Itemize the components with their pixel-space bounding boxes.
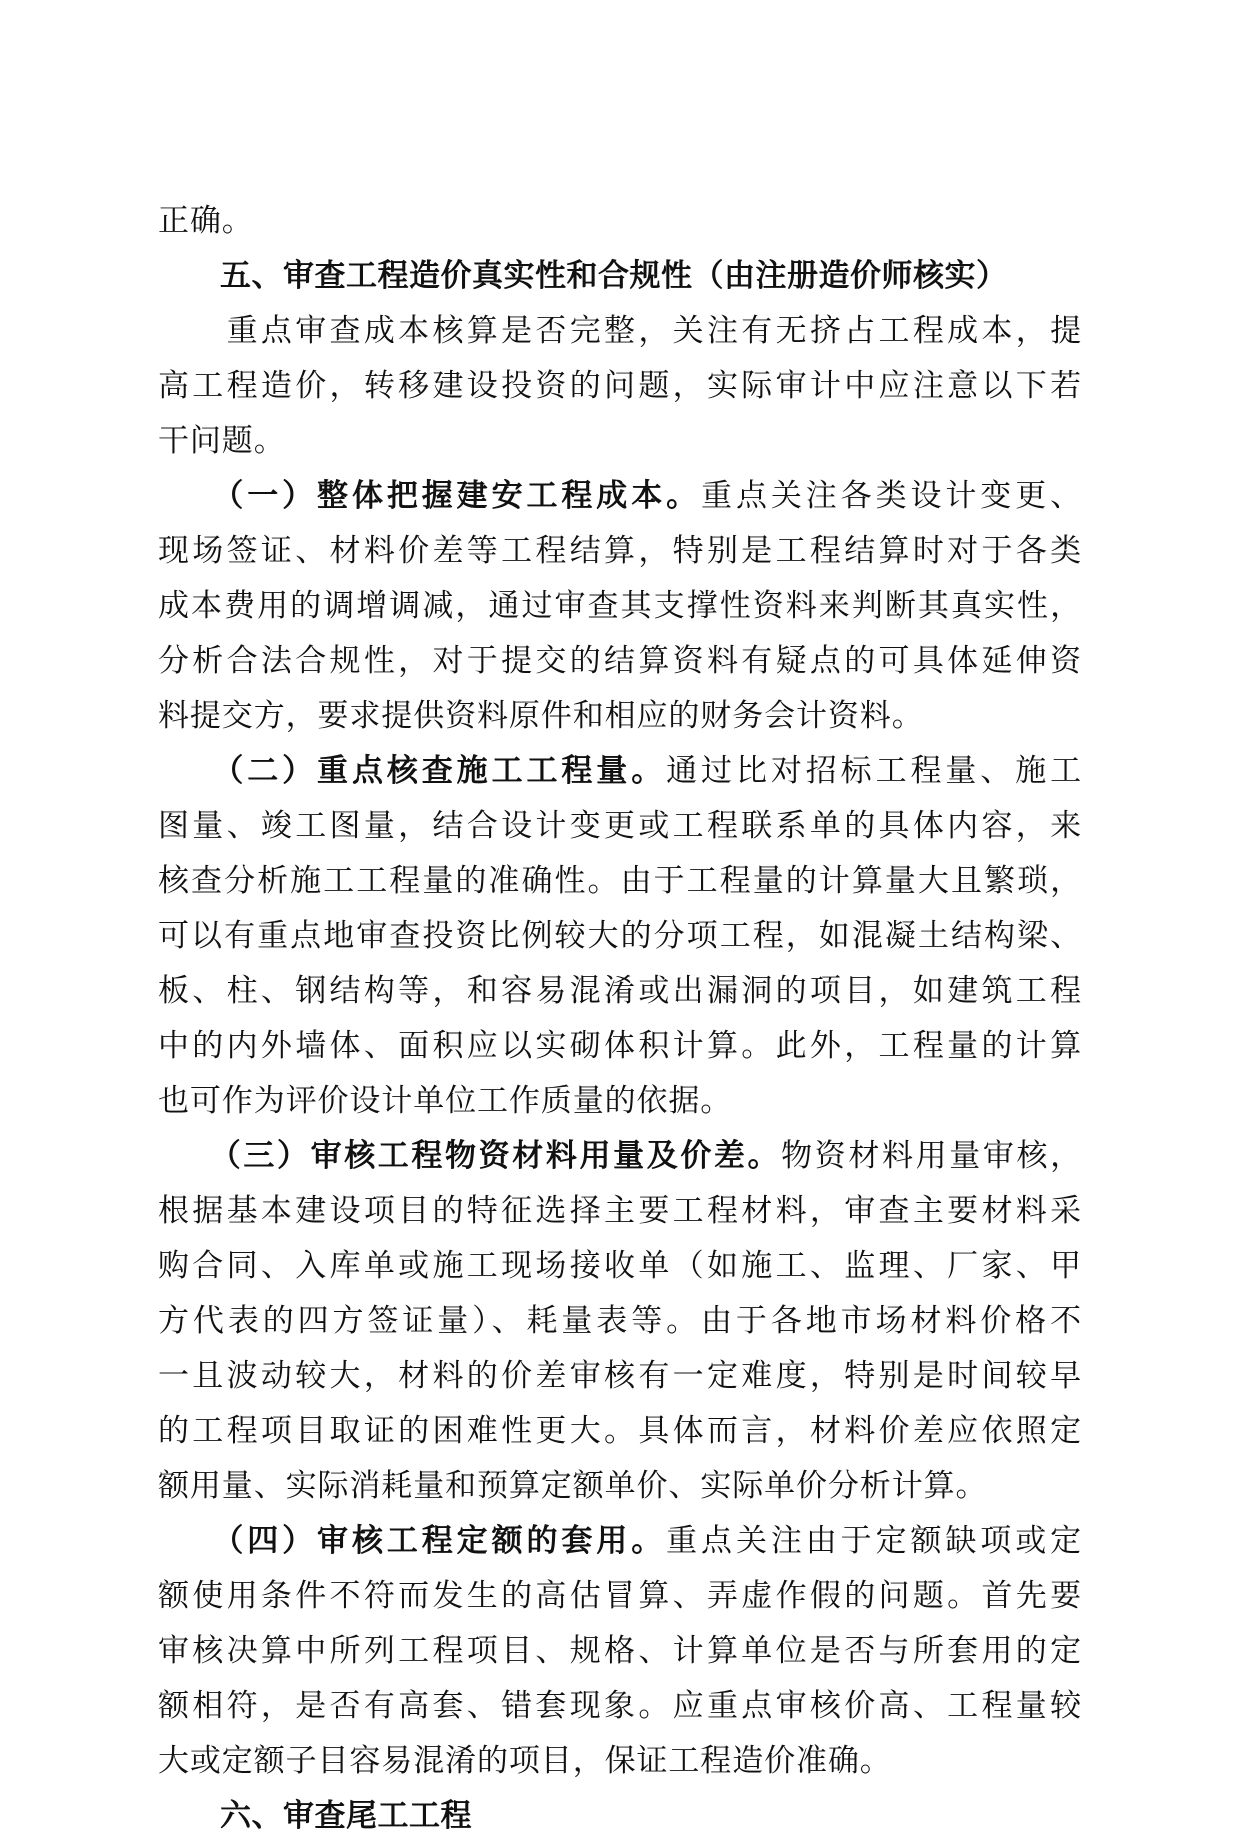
item-1-line: 现场签证、材料价差等工程结算，特别是工程结算时对于各类	[158, 533, 1082, 569]
item-1-first-line	[158, 469, 1082, 524]
item-3-line: 购合同、入库单或施工现场接收单（如施工、监理、厂家、甲	[158, 1248, 1082, 1284]
item-4-line: 额相符，是否有高套、错套现象。应重点审核价高、工程量较	[158, 1688, 1082, 1724]
item-2-line: 板、柱、钢结构等，和容易混淆或出漏洞的项目，如建筑工程	[158, 973, 1082, 1009]
item-3-first-line	[158, 1129, 1082, 1184]
paragraph-continuation: 正确。	[158, 203, 254, 239]
item-2-line: 中的内外墙体、面积应以实砌体积计算。此外，工程量的计算	[158, 1028, 1082, 1064]
item-1-line: 成本费用的调增调减，通过审查其支撑性资料来判断其真实性，	[158, 588, 1082, 624]
item-2-first-rest: 通过比对招标工程量、施工	[666, 753, 1082, 789]
section-5-heading: 五、审查工程造价真实性和合规性（由注册造价师核实）	[220, 258, 1008, 294]
item-1-line: 料提交方，要求提供资料原件和相应的财务会计资料。	[158, 698, 924, 734]
document-body	[158, 194, 1082, 1844]
item-4-title: （四）审核工程定额的套用。	[227, 1523, 667, 1559]
section-5-intro-line-3: 干问题。	[158, 423, 286, 459]
item-3-first-rest: 物资材料用量审核，	[781, 1138, 1082, 1174]
item-4-line: 审核决算中所列工程项目、规格、计算单位是否与所套用的定	[158, 1633, 1082, 1669]
item-2-line: 可以有重点地审查投资比例较大的分项工程，如混凝土结构梁、	[158, 918, 1082, 954]
item-2-line: 图量、竣工图量，结合设计变更或工程联系单的具体内容，来	[158, 808, 1082, 844]
item-3-line: 根据基本建设项目的特征选择主要工程材料，审查主要材料采	[158, 1193, 1082, 1229]
item-2-line: 也可作为评价设计单位工作质量的依据。	[158, 1083, 733, 1119]
item-3-line: 额用量、实际消耗量和预算定额单价、实际单价分析计算。	[158, 1468, 988, 1504]
item-3-line: 方代表的四方签证量）、耗量表等。由于各地市场材料价格不	[158, 1303, 1082, 1339]
item-1-line: 分析合法合规性，对于提交的结算资料有疑点的可具体延伸资	[158, 643, 1082, 679]
item-3-line: 一且波动较大，材料的价差审核有一定难度，特别是时间较早	[158, 1358, 1082, 1394]
item-1-title: （一）整体把握建安工程成本。	[227, 478, 702, 514]
section-5-intro-line-2: 高工程造价，转移建设投资的问题，实际审计中应注意以下若	[158, 368, 1082, 404]
item-3-title: （三）审核工程物资材料用量及价差。	[225, 1138, 782, 1174]
item-4-first-line	[158, 1514, 1082, 1569]
item-4-line: 额使用条件不符而发生的高估冒算、弄虚作假的问题。首先要	[158, 1578, 1082, 1614]
item-2-first-line	[158, 744, 1082, 799]
item-4-first-rest: 重点关注由于定额缺项或定	[666, 1523, 1082, 1559]
item-4-line: 大或定额子目容易混淆的项目，保证工程造价准确。	[158, 1743, 892, 1779]
item-1-first-rest: 重点关注各类设计变更、	[701, 478, 1082, 514]
section-6-heading: 六、审查尾工工程	[220, 1798, 472, 1834]
item-3-line: 的工程项目取证的困难性更大。具体而言，材料价差应依照定	[158, 1413, 1082, 1449]
item-2-title: （二）重点核查施工工程量。	[227, 753, 667, 789]
section-5-intro-line-1: 重点审查成本核算是否完整，关注有无挤占工程成本，提	[158, 313, 1082, 349]
item-2-line: 核查分析施工工程量的准确性。由于工程量的计算量大且繁琐，	[158, 863, 1082, 899]
